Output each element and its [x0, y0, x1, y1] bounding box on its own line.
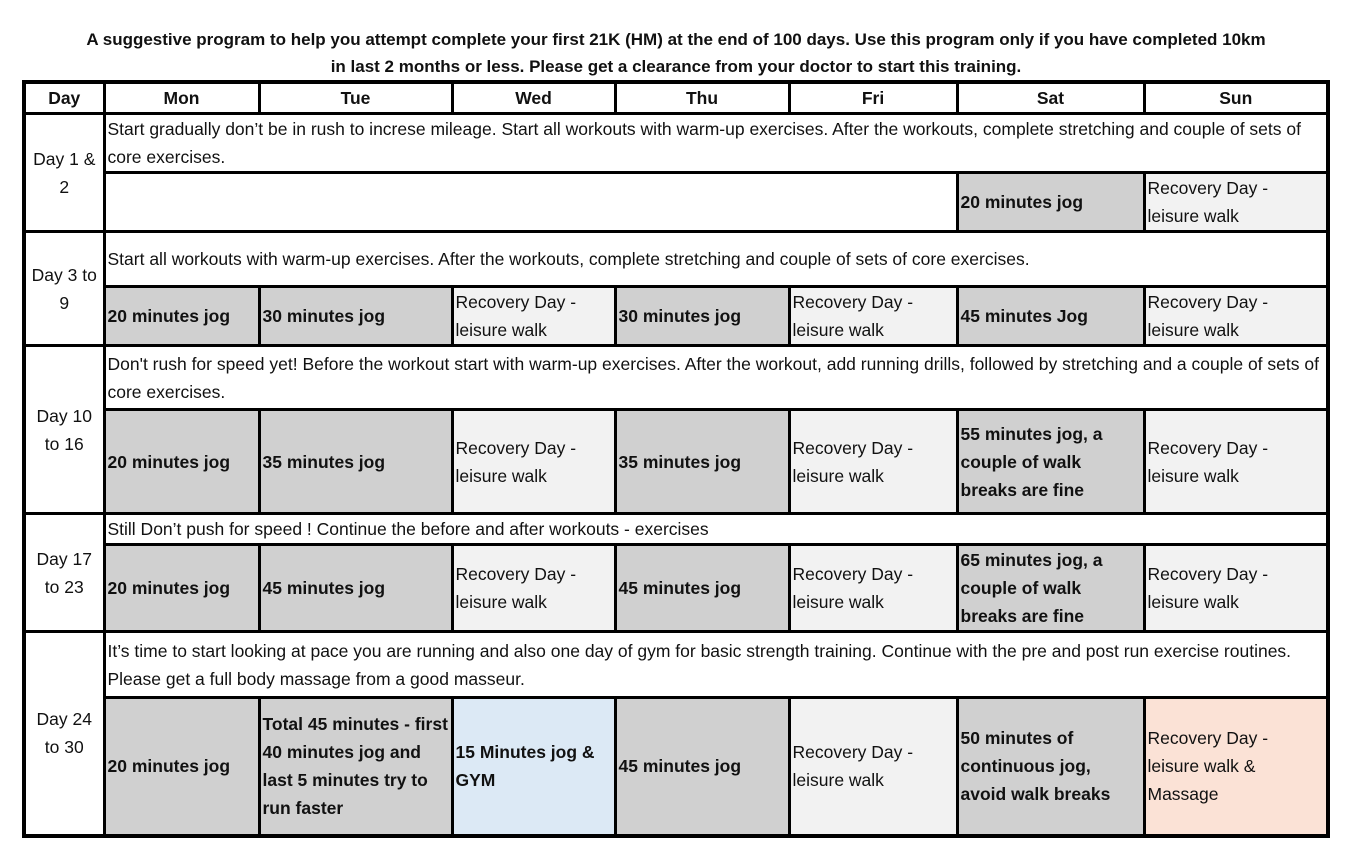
header-thu: Thu	[615, 82, 789, 114]
thu-cell: 35 minutes jog	[615, 410, 789, 514]
title-line-2: in last 2 months or less. Please get a clearance from your doctor to start this training.	[330, 57, 1022, 76]
mon-cell: 20 minutes jog	[104, 410, 259, 514]
fri-cell: Recovery Day - leisure walk	[789, 698, 957, 836]
week-5-schedule-row	[24, 698, 1328, 836]
week-note: Still Don’t push for speed ! Continue the before and after workouts - exercises	[104, 514, 1328, 545]
header-sat: Sat	[957, 82, 1144, 114]
wed-cell: Recovery Day - leisure walk	[452, 545, 615, 632]
sat-cell: 65 minutes jog, a couple of walk breaks are fine	[957, 545, 1144, 632]
header-mon: Mon	[104, 82, 259, 114]
sun-cell: Recovery Day - leisure walk	[1144, 545, 1328, 632]
week-note: It’s time to start looking at pace you are running and also one day of gym for basic strength training. Continue with the pre and post run exercise routines. Please get a full body massage from a good masseur.	[104, 632, 1328, 698]
day-range-cell: Day 24 to 30	[24, 632, 104, 836]
day-range-cell: Day 3 to 9	[24, 232, 104, 346]
mon-cell: 20 minutes jog	[104, 545, 259, 632]
header-wed: Wed	[452, 82, 615, 114]
wed-cell: Recovery Day - leisure walk	[452, 287, 615, 346]
mon-cell: 20 minutes jog	[104, 287, 259, 346]
tue-cell: 30 minutes jog	[259, 287, 452, 346]
training-plan-table	[22, 80, 1330, 838]
week-4-schedule-row	[24, 545, 1328, 632]
tue-cell: 35 minutes jog	[259, 410, 452, 514]
thu-cell: 45 minutes jog	[615, 545, 789, 632]
week-note: Start gradually don’t be in rush to increse mileage. Start all workouts with warm-up exercises. After the workouts, complete stretching and couple of sets of core exercises.	[104, 114, 1328, 173]
header-fri: Fri	[789, 82, 957, 114]
sun-cell: Recovery Day - leisure walk	[1144, 173, 1328, 232]
week-4-note-row	[24, 514, 1328, 545]
day-range-cell: Day 10 to 16	[24, 346, 104, 514]
week-2-schedule-row	[24, 287, 1328, 346]
header-row	[24, 82, 1328, 114]
sat-cell: 55 minutes jog, a couple of walk breaks are fine	[957, 410, 1144, 514]
wed-cell: Recovery Day - leisure walk	[452, 410, 615, 514]
day-range-cell: Day 17 to 23	[24, 514, 104, 632]
week-note: Start all workouts with warm-up exercises. After the workouts, complete stretching and couple of sets of core exercises.	[104, 232, 1328, 287]
tue-cell: Total 45 minutes - first 40 minutes jog and last 5 minutes try to run faster	[259, 698, 452, 836]
sun-cell: Recovery Day - leisure walk	[1144, 410, 1328, 514]
week-2-note-row	[24, 232, 1328, 287]
wed-cell: 15 Minutes jog & GYM	[452, 698, 615, 836]
sun-cell: Recovery Day - leisure walk	[1144, 287, 1328, 346]
mon-cell: 20 minutes jog	[104, 698, 259, 836]
day-range-cell: Day 1 & 2	[24, 114, 104, 232]
week-5-note-row	[24, 632, 1328, 698]
week-1-note-row	[24, 114, 1328, 173]
week-3-schedule-row	[24, 410, 1328, 514]
fri-cell: Recovery Day - leisure walk	[789, 410, 957, 514]
week-note: Don't rush for speed yet! Before the workout start with warm-up exercises. After the workout, add running drills, followed by stretching and a couple of sets of core exercises.	[104, 346, 1328, 410]
sat-cell: 20 minutes jog	[957, 173, 1144, 232]
sat-cell: 50 minutes of continuous jog, avoid walk breaks	[957, 698, 1144, 836]
week-1-schedule-row	[24, 173, 1328, 232]
header-day: Day	[24, 82, 104, 114]
sun-cell: Recovery Day - leisure walk & Massage	[1144, 698, 1328, 836]
fri-cell: Recovery Day - leisure walk	[789, 287, 957, 346]
fri-cell: Recovery Day - leisure walk	[789, 545, 957, 632]
thu-cell: 45 minutes jog	[615, 698, 789, 836]
tue-cell: 45 minutes jog	[259, 545, 452, 632]
sat-cell: 45 minutes Jog	[957, 287, 1144, 346]
page-title	[24, 26, 1328, 80]
thu-cell: 30 minutes jog	[615, 287, 789, 346]
title-line-1: A suggestive program to help you attempt complete your first 21K (HM) at the end of 100 days. Use this program only if you have completed 10km	[86, 30, 1266, 49]
header-sun: Sun	[1144, 82, 1328, 114]
week-3-note-row	[24, 346, 1328, 410]
empty-cell	[104, 173, 957, 232]
header-tue: Tue	[259, 82, 452, 114]
